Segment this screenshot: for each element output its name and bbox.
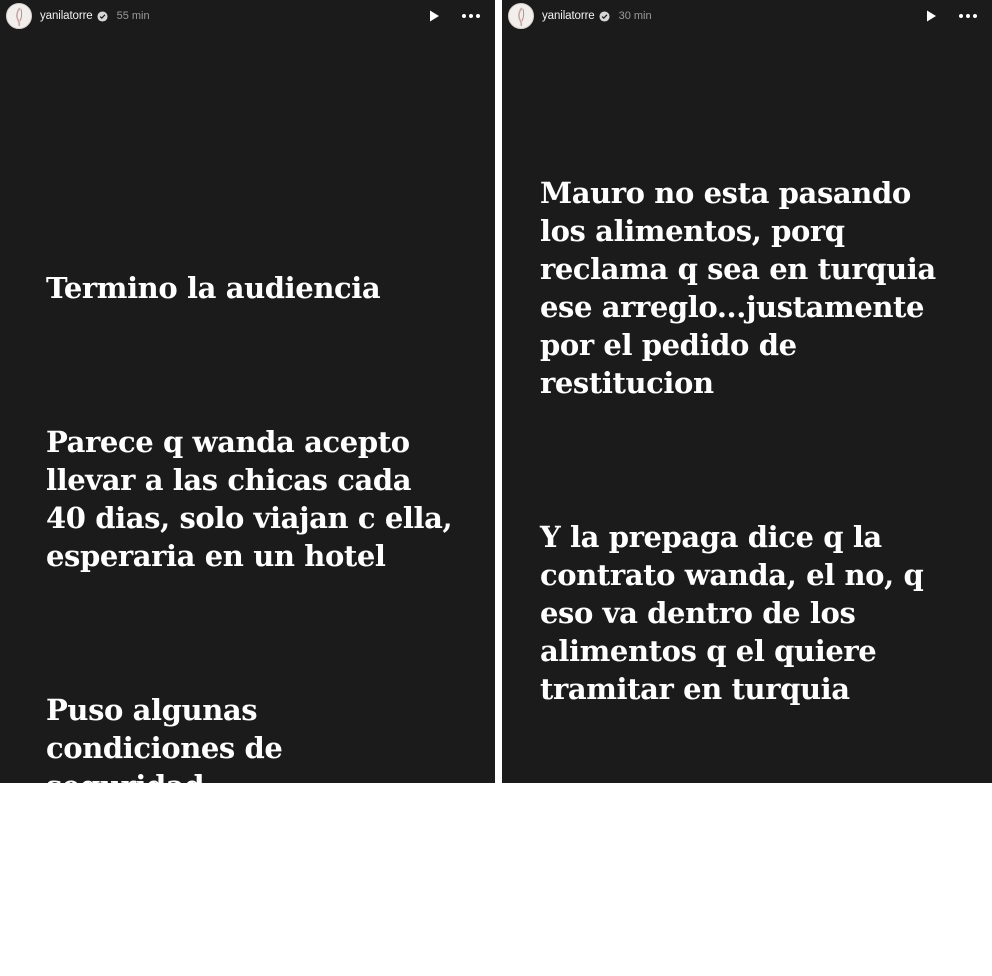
story-panel-left[interactable]: [0, 0, 495, 803]
post-time: 30 min: [618, 10, 652, 22]
story-paragraph: Mauro no esta pasando los alimentos, porq reclama q sea en turquia ese arreglo...justamente por el pedido de restitucion: [540, 176, 936, 400]
story-header: [0, 0, 495, 32]
play-icon[interactable]: [427, 9, 441, 23]
avatar-image-icon: [509, 4, 533, 28]
more-options-icon[interactable]: [958, 9, 978, 23]
verified-badge-icon: [97, 11, 108, 22]
verified-badge-icon: [599, 11, 610, 22]
post-time: 55 min: [116, 10, 150, 22]
story-paragraph: Puso algunas condiciones de seguridad: [46, 693, 283, 803]
story-panel-right[interactable]: [502, 0, 992, 898]
avatar[interactable]: [6, 3, 32, 29]
avatar[interactable]: [508, 3, 534, 29]
avatar-image-icon: [7, 4, 31, 28]
username[interactable]: yanilatorre: [40, 10, 93, 22]
story-paragraph: Todos vericuetos judiciales: [540, 826, 806, 898]
story-text: [46, 193, 452, 881]
username[interactable]: yanilatorre: [542, 10, 595, 22]
play-icon[interactable]: [924, 9, 938, 23]
story-paragraph: Termino la audiencia: [46, 271, 381, 305]
story-paragraph: Y la prepaga dice q la contrato wanda, el no, q eso va dentro de los alimentos q el quiere tramitar en turquia: [540, 520, 924, 706]
story-paragraph: Parece q wanda acepto llevar a las chicas cada 40 dias, solo viajan c ella, esperaria en un hotel: [46, 425, 453, 573]
story-header: [502, 0, 992, 32]
more-options-icon[interactable]: [461, 9, 481, 23]
story-text: [540, 98, 936, 976]
